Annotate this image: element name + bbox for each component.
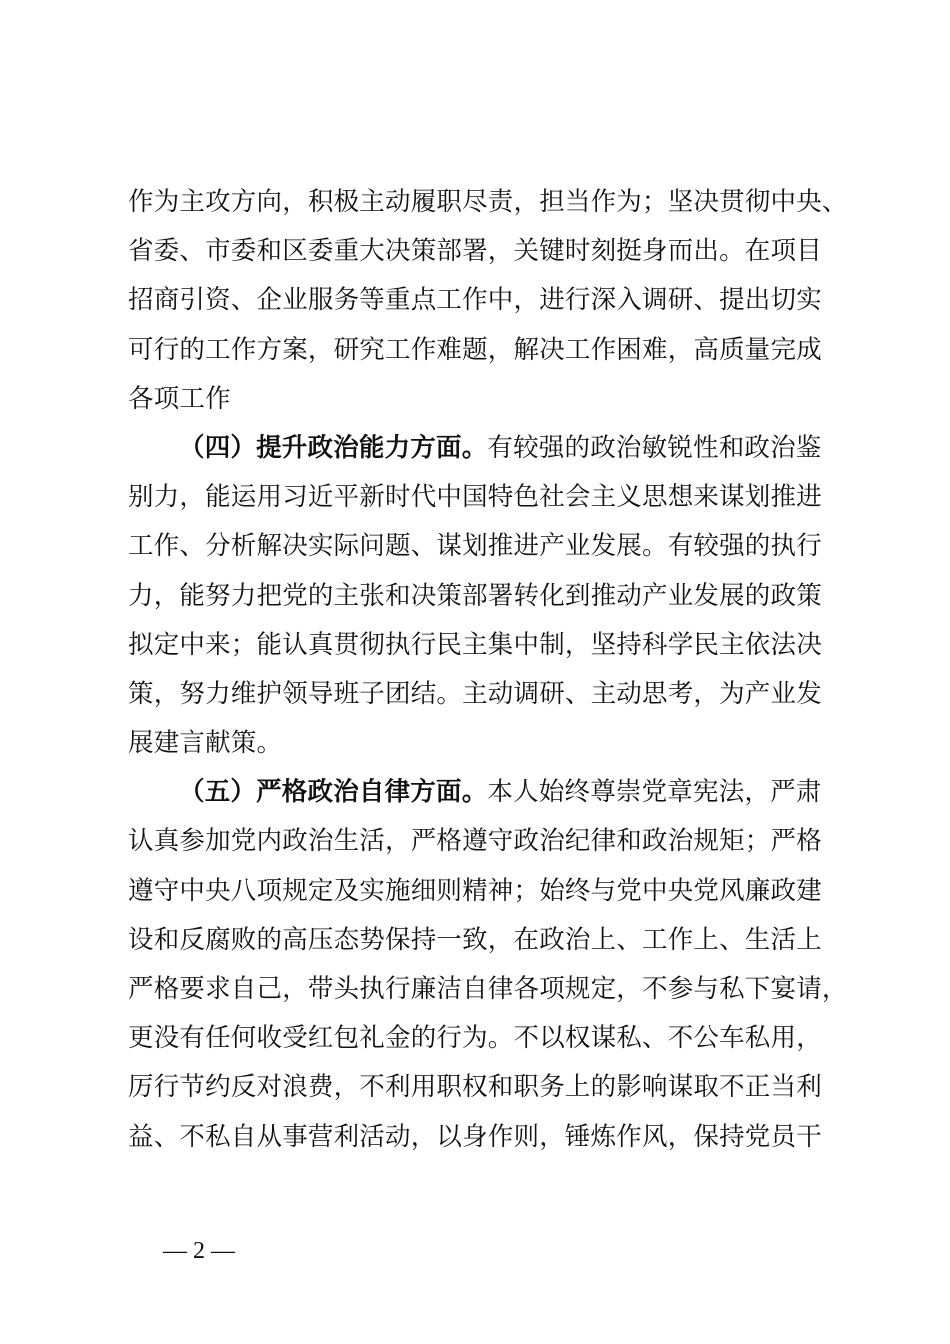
section-heading: （五）严格政治自律方面。	[179, 777, 488, 808]
paragraph-2	[128, 424, 833, 768]
text-line: 遵守中央八项规定及实施细则精神；始终与党中央党风廉政建	[128, 875, 822, 906]
text-line: 招商引资、企业服务等重点工作中，进行深入调研、提出切实	[128, 285, 822, 316]
text-line: 省委、市委和区委重大决策部署，关键时刻挺身而出。在项目	[128, 236, 822, 267]
text-line: 厉行节约反对浪费，不利用职权和职务上的影响谋取不正当利	[128, 1072, 822, 1103]
section-heading: （四）提升政治能力方面。	[179, 432, 488, 463]
text-line: 认真参加党内政治生活，严格遵守政治纪律和政治规矩；严格	[128, 826, 822, 857]
text-line: 策，努力维护领导班子团结。主动调研、主动思考，为产业发	[128, 678, 822, 709]
text-run: 有较强的政治敏锐性和政治鉴	[487, 432, 822, 463]
text-line: 严格要求自己，带头执行廉洁自律各项规定，不参与私下宴请，	[128, 974, 848, 1004]
text-line: 别力，能运用习近平新时代中国特色社会主义思想来谋划推进	[128, 482, 822, 513]
text-line: 益、不私自从事营利活动，以身作则，锤炼作风，保持党员干	[128, 1121, 822, 1152]
text-run: 本人始终尊崇党章宪法，严肃	[487, 777, 822, 808]
text-line: 力，能努力把党的主张和决策部署转化到推动产业发展的政策	[128, 580, 822, 611]
paragraph-1	[128, 178, 848, 424]
page-number: — 2 —	[163, 1238, 235, 1264]
text-line: 更没有任何收受红包礼金的行为。不以权谋私、不公车私用，	[128, 1023, 822, 1054]
text-line	[128, 768, 833, 817]
text-line: 作为主攻方向，积极主动履职尽责，担当作为；坚决贯彻中央、	[128, 187, 848, 217]
text-line: 工作、分析解决实际问题、谋划推进产业发展。有较强的执行	[128, 531, 822, 562]
text-line: 设和反腐败的高压态势保持一致，在政治上、工作上、生活上	[128, 924, 822, 955]
text-line: 可行的工作方案，研究工作难题，解决工作困难，高质量完成	[128, 334, 822, 365]
document-body	[128, 178, 848, 1162]
text-line: 拟定中来；能认真贯彻执行民主集中制，坚持科学民主依法决	[128, 629, 822, 660]
paragraph-3	[128, 768, 848, 1162]
text-line: 各项工作	[128, 383, 231, 414]
text-line	[128, 424, 833, 473]
text-line: 展建言献策。	[128, 728, 283, 759]
